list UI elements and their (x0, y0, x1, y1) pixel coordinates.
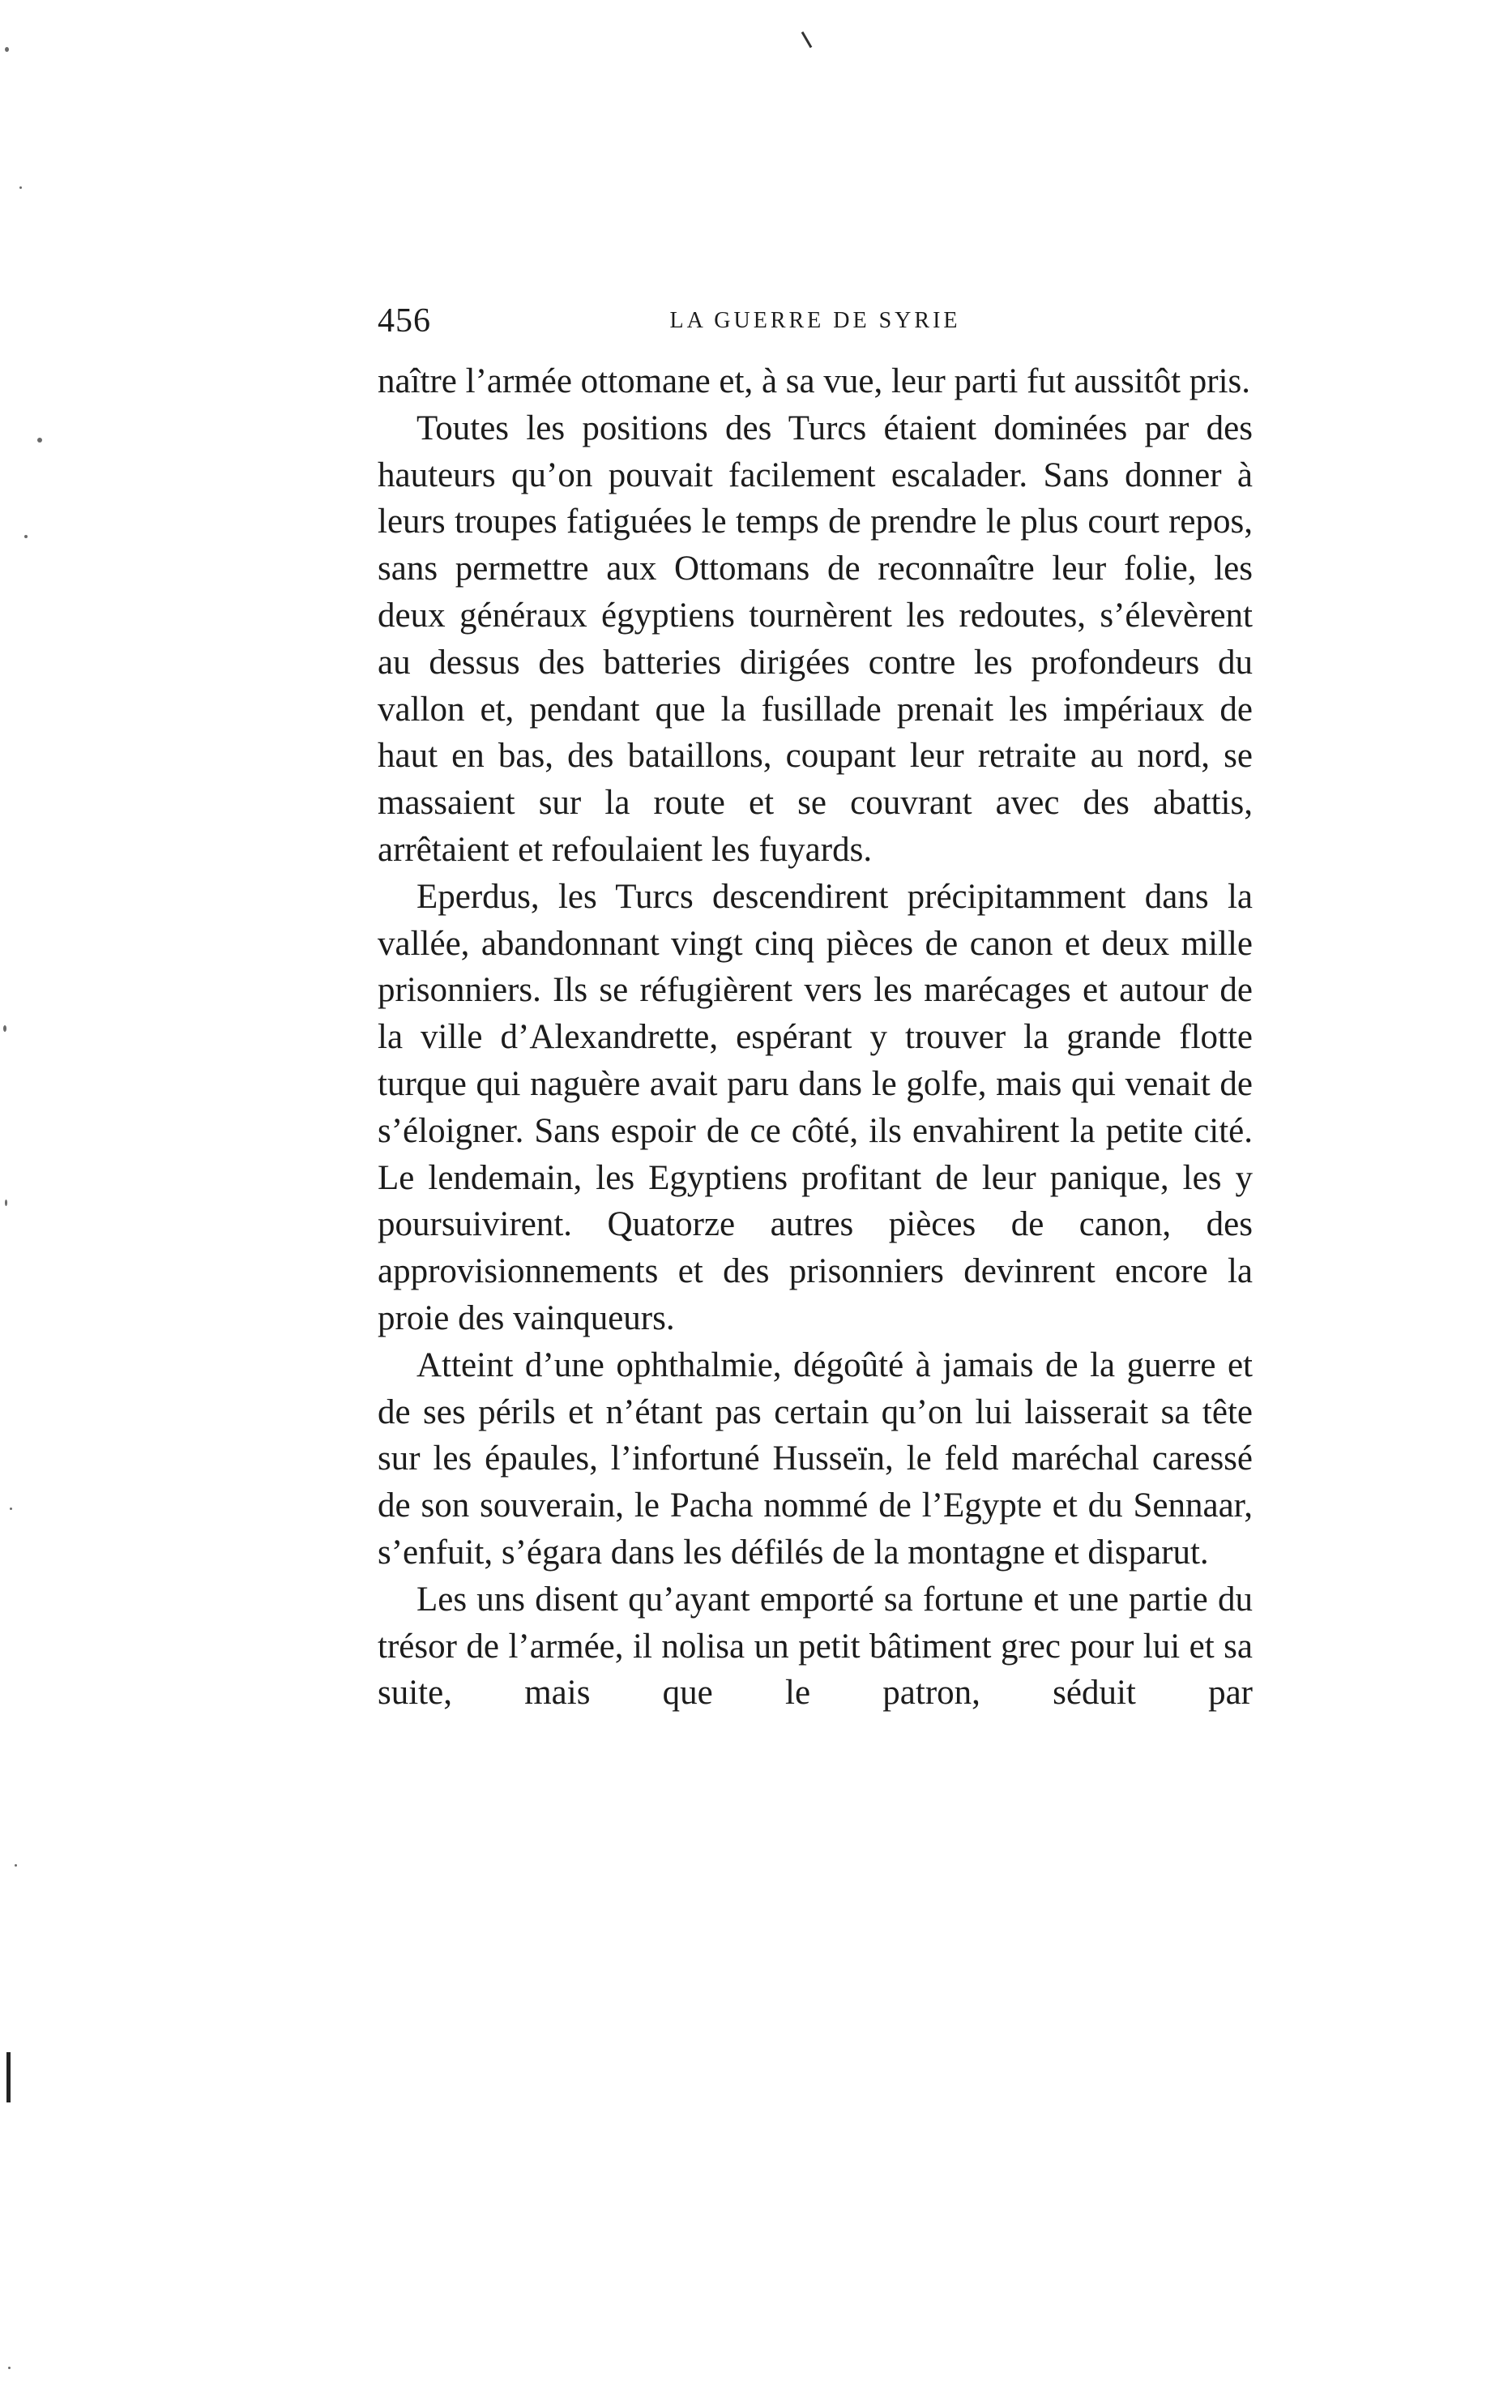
scan-speck (19, 186, 22, 189)
paragraph-continuation: naître l’armée ottomane et, à sa vue, leur parti fut aussitôt pris. (378, 362, 1251, 400)
scan-speck (5, 47, 9, 52)
paragraph: Les uns disent qu’ayant emporté sa fortune et une partie du trésor de l’armée, il nolisa un petit bâtiment grec pour lui et sa suite, mais que le patron, séduit par (378, 1580, 1253, 1713)
page-header (378, 302, 1253, 350)
paragraph: Toutes les positions des Turcs étaient dominées par des hauteurs qu’on pouvait facilement escalader. Sans donner à leurs troupes fatiguées le temps de prendre le plus court repos, sans permettre aux Ottomans de reconnaître leur folie, les deux généraux égyptiens tournèrent les redoutes, s’élevèrent au dessus des batteries dirigées contre les profondeurs du vallon et, pendant que la fusillade prenait les impériaux de haut en bas, des bataillons, coupant leur retraite au nord, se massaient sur la route et se couvrant avec des abattis, arrêtaient et refoulaient les fuyards. (378, 408, 1253, 869)
scan-speck (8, 2367, 11, 2369)
page-number: 456 (378, 302, 431, 340)
body-text (378, 358, 1253, 1717)
scan-speck (10, 1508, 12, 1510)
paragraph: Eperdus, les Turcs descendirent précipitamment dans la vallée, abandonnant vingt cinq pièces de canon et deux mille prisonniers. Ils se réfugièrent vers les marécages et autour de la ville d’Alexandrette, espérant y trouver la grande flotte turque qui naguère avait paru dans le golfe, mais qui venait de s’éloigner. Sans espoir de ce côté, ils envahirent la petite cité. Le lendemain, les Egyptiens profitant de leur panique, les y poursuivirent. Quatorze autres pièces de canon, des approvisionnements et des prisonniers devinrent encore la proie des vainqueurs. (378, 877, 1253, 1337)
running-title: LA GUERRE DE SYRIE (669, 308, 961, 333)
scan-speck (24, 535, 28, 538)
scan-bar-mark (6, 2052, 11, 2102)
scan-speck (37, 438, 42, 443)
scan-speck (3, 1025, 6, 1032)
scan-mark (801, 32, 813, 49)
paragraph: Atteint d’une ophthalmie, dégoûté à jamais de la guerre et de ses périls et n’étant pas certain qu’on lui laisserait sa tête sur les épaules, l’infortuné Husseïn, le feld maréchal caressé de son souverain, le Pacha nommé de l’Egypte et du Sennaar, s’enfuit, s’égara dans les défilés de la montagne et disparut. (378, 1345, 1253, 1572)
scan-speck (5, 1200, 7, 1206)
scan-speck (15, 1864, 17, 1867)
